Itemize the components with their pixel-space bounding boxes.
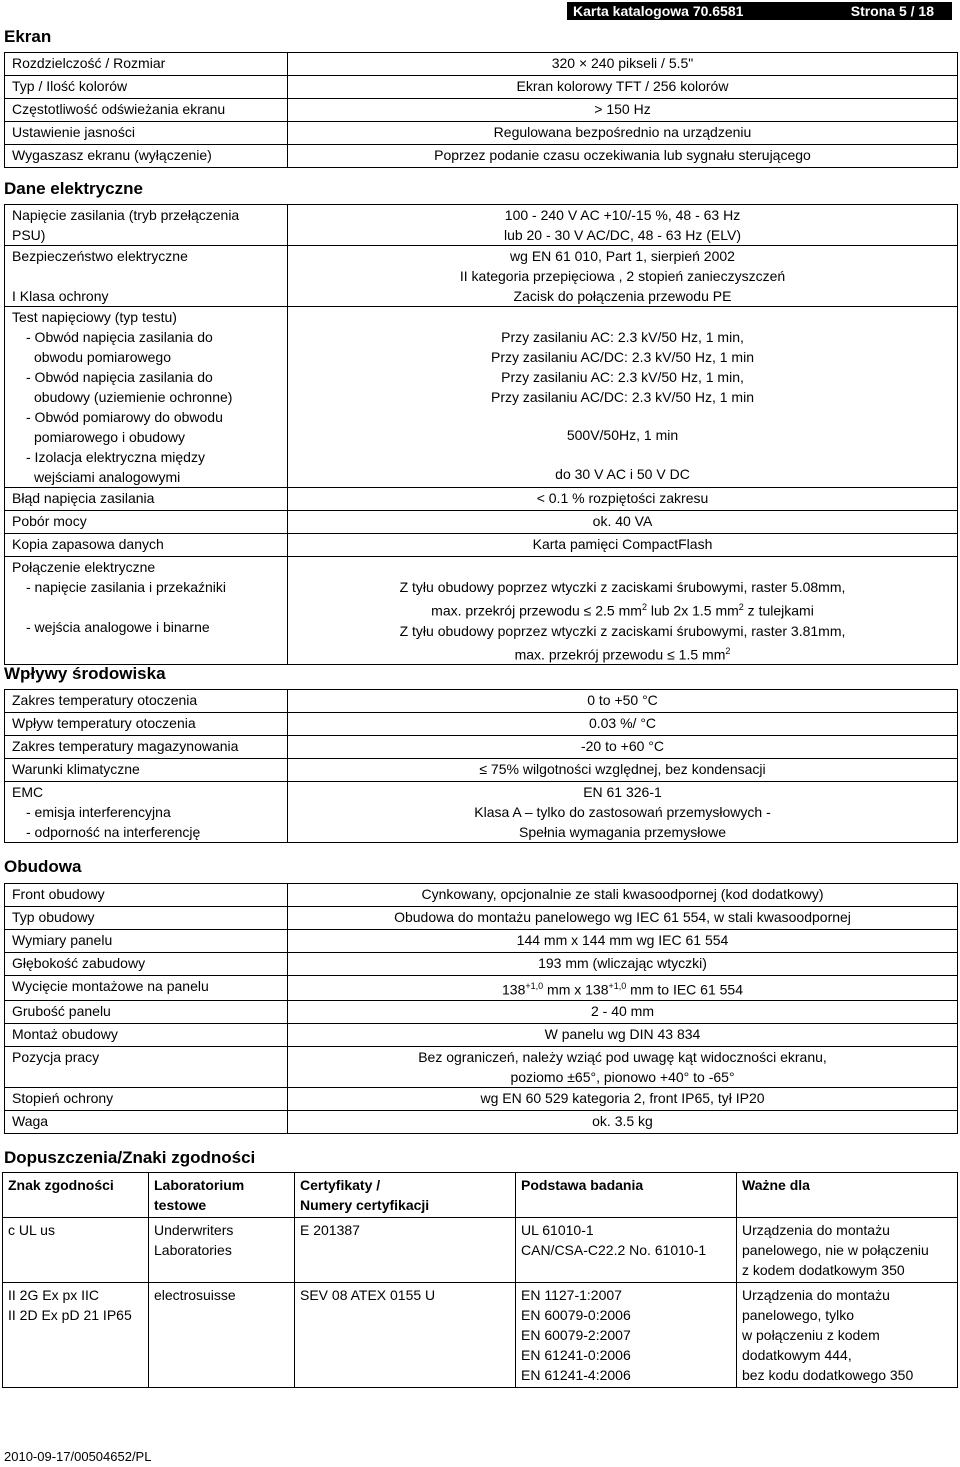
env-table (4, 689, 958, 843)
table-row: Częstotliwość odświeżania ekranu > 150 Hz (5, 99, 958, 122)
table-row: Grubość panelu 2 - 40 mm (5, 1000, 958, 1023)
table-row: Wymiary panelu 144 mm x 144 mm wg IEC 61 554 (5, 930, 958, 953)
table-header-row: Znak zgodności Laboratorium testowe Certyfikaty / Numery certyfikacji Podstawa badania Ważne dla (3, 1173, 958, 1218)
table-row: Ustawienie jasności Regulowana bezpośrednio na urządzeniu (5, 122, 958, 145)
table-row: Stopień ochrony wg EN 60 529 kategoria 2, front IP65, tył IP20 (5, 1087, 958, 1110)
table-row: c UL us Underwriters Laboratories E 201387 UL 61010-1 CAN/CSA-C22.2 No. 61010-1 Urządzenia do montażu panelowego, nie w połączeniu z kodem dodatkowym 350 (3, 1218, 958, 1283)
table-row: Montaż obudowy W panelu wg DIN 43 834 (5, 1023, 958, 1046)
section-certs-title: Dopuszczenia/Znaki zgodności (4, 1148, 256, 1167)
table-row: Bezpieczeństwo elektryczne I Klasa ochrony wg EN 61 010, Part 1, sierpień 2002 II kategoria przepięciowa , 2 stopień zanieczyszczeń Zacisk do połączenia przewodu PE (5, 246, 958, 307)
section-env-title: Wpływy środowiska (4, 664, 166, 683)
section-ekran-title: Ekran (4, 27, 52, 46)
section-obudowa-title: Obudowa (4, 857, 82, 876)
table-row: Warunki klimatyczne ≤ 75% wilgotności względnej, bez kondensacji (5, 759, 958, 782)
table-row: EMC - emisja interferencyjna - odporność na interferencję EN 61 326-1 Klasa A – tylko do zastosowań przemysłowych - Spełnia wymagania przemysłowe (5, 782, 958, 843)
table-row: II 2G Ex px IIC II 2D Ex pD 21 IP65 electrosuisse SEV 08 ATEX 0155 U EN 1127-1:2007 EN 60079-0:2006 EN 60079-2:2007 EN 61241-0:2006 EN 61241-4:2006 Urządzenia do montażu panelowego, tylko w połączeniu z kodem dodatkowym 444, bez kodu dodatkowego 350 (3, 1283, 958, 1388)
table-row: Zakres temperatury magazynowania -20 to +60 °C (5, 736, 958, 759)
table-row: Kopia zapasowa danych Karta pamięci CompactFlash (5, 534, 958, 557)
table-row: Pobór mocy ok. 40 VA (5, 511, 958, 534)
table-row: Błąd napięcia zasilania < 0.1 % rozpiętości zakresu (5, 488, 958, 511)
table-row: Front obudowy Cynkowany, opcjonalnie ze stali kwasoodpornej (kod dodatkowy) (5, 884, 958, 907)
table-row: Waga ok. 3.5 kg (5, 1110, 958, 1133)
certs-table (2, 1172, 958, 1388)
table-row: Pozycja pracy Bez ograniczeń, należy wziąć pod uwagę kąt widoczności ekranu, poziomo ±65°, pionowo +40° to -65° (5, 1046, 958, 1087)
table-row: Typ / Ilość kolorów Ekran kolorowy TFT / 256 kolorów (5, 76, 958, 99)
catalog-title: Karta katalogowa 70.6581 (573, 3, 744, 19)
obudowa-table (4, 883, 958, 1134)
dane-table (4, 204, 958, 665)
section-dane-title: Dane elektryczne (4, 179, 143, 198)
table-row: Połączenie elektryczne - napięcie zasilania i przekaźniki - wejścia analogowe i binarne Z tyłu obudowy poprzez wtyczki z zaciskami śrubowymi, raster 5.08mm, max. przekrój przewodu ≤ 2.5 $mm^2$ lub 2x 1.5 $mm^2$ z tulejkami Z tyłu obudowy poprzez wtyczki z zaciskami śrubowymi, raster 3.81mm, max. przekrój przewodu ≤ 1.5 $mm^2$ (5, 557, 958, 665)
table-row: Typ obudowy Obudowa do montażu panelowego wg IEC 61 554, w stali kwasoodpornej (5, 907, 958, 930)
table-row: Test napięciowy (typ testu) - Obwód napięcia zasilania do obwodu pomiarowego - Obwód napięcia zasilania do obudowy (uziemienie ochronne) - Obwód pomiarowy do obwodu pomiarowego i obudowy - Izolacja elektryczna między wejściami analogowymi Przy zasilaniu AC: 2.3 kV/50 Hz, 1 min, Przy zasilaniu AC/DC: 2.3 kV/50 Hz, 1 min Przy zasilaniu AC: 2.3 kV/50 Hz, 1 min, Przy zasilaniu AC/DC: 2.3 kV/50 Hz, 1 min 500V/50Hz, 1 min do 30 V AC i 50 V DC (5, 307, 958, 488)
footer-doc-id: 2010-09-17/00504652/PL (4, 1449, 152, 1464)
table-row: Rozdzielczość / Rozmiar 320 × 240 pikseli / 5.5" (5, 53, 958, 76)
page-number: Strona 5 / 18 (850, 3, 934, 19)
table-row: Napięcie zasilania (tryb przełączenia PSU) 100 - 240 V AC +10/-15 %, 48 - 63 Hz lub 20 - 30 V AC/DC, 48 - 63 Hz (ELV) (5, 205, 958, 246)
page-header (567, 2, 952, 20)
table-row: Wpływ temperatury otoczenia 0.03 %/ °C (5, 713, 958, 736)
ekran-table (4, 52, 958, 168)
table-row: Zakres temperatury otoczenia 0 to +50 °C (5, 690, 958, 713)
table-row: Wygaszasz ekranu (wyłączenie) Poprzez podanie czasu oczekiwania lub sygnału sterującego (5, 145, 958, 168)
table-row: Głębokość zabudowy 193 mm (wliczając wtyczki) (5, 953, 958, 976)
table-row: Wycięcie montażowe na panelu $138^{+1,0}$ mm x $138^{+1,0}$ mm to IEC 61 554 (5, 976, 958, 1001)
